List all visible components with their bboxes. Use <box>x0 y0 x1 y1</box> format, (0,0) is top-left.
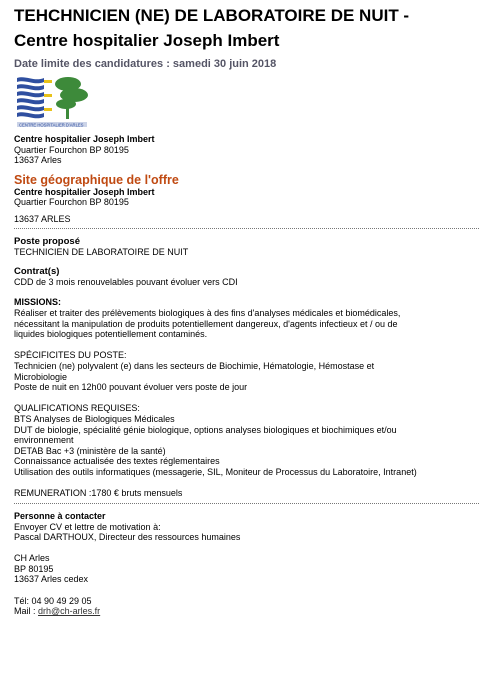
poste-label: Poste proposé <box>14 236 80 247</box>
hospital-logo <box>14 74 99 134</box>
mail-label: Mail : <box>14 606 39 617</box>
specificites-line: Technicien (ne) polyvalent (e) dans les secteurs de Biochimie, Hématologie, Hémostase et <box>14 361 375 372</box>
contact-address-2: BP 80195 <box>14 563 54 574</box>
missions-line: nécessitant la manipulation de produits potentiellement dangereux, d'agents infectieux et / ou de <box>14 318 398 329</box>
specificites-label: SPÉCIFICITES DU POSTE: <box>14 350 127 361</box>
specificites-line: Poste de nuit en 12h00 pouvant évoluer vers poste de jour <box>14 382 248 393</box>
missions-line: Réaliser et traiter des prélèvements biologiques à des fins d'analyses médicales et biomédicales, <box>14 308 401 319</box>
qualifications-line: environnement <box>14 435 74 446</box>
mail-link[interactable]: drh@ch-arles.fr <box>38 606 101 617</box>
job-title-line-1: TEHCHNICIEN (NE) DE LABORATOIRE DE NUIT - <box>14 6 410 25</box>
contact-address-1: CH Arles <box>14 553 50 564</box>
site-address-2: 13637 ARLES <box>14 213 71 224</box>
employer-name: Centre hospitalier Joseph Imbert <box>14 134 155 144</box>
employer-address-2: 13637 Arles <box>14 155 62 165</box>
missions-label: MISSIONS: <box>14 297 62 308</box>
missions-line: liquides biologiques potentiellement contaminés. <box>14 329 208 340</box>
contrat-label: Contrat(s) <box>14 265 60 277</box>
logo-caption: CENTRE HOSPITALIER D'ARLES <box>19 122 84 128</box>
qualifications-label: QUALIFICATIONS REQUISES: <box>14 403 140 414</box>
remuneration: REMUNERATION :1780 € bruts mensuels <box>14 488 183 498</box>
qualifications-line: BTS Analyses de Biologiques Médicales <box>14 413 175 424</box>
separator <box>14 503 479 504</box>
qualifications-line: DETAB Bac +3 (ministère de la santé) <box>14 445 166 456</box>
separator <box>14 228 479 229</box>
qualifications-line: DUT de biologie, spécialité génie biologique, options analyses biologiques et biochimiques et/ou <box>14 424 397 435</box>
site-heading: Site géographique de l'offre <box>14 172 179 187</box>
contact-instructions: Envoyer CV et lettre de motivation à: <box>14 521 161 532</box>
contact-label: Personne à contacter <box>14 510 106 521</box>
contrat-value: CDD de 3 mois renouvelables pouvant évoluer vers CDI <box>14 276 238 287</box>
site-name: Centre hospitalier Joseph Imbert <box>14 186 155 197</box>
contact-address-3: 13637 Arles cedex <box>14 574 89 585</box>
qualifications-line: Connaissance actualisée des textes réglementaires <box>14 456 220 467</box>
contact-mail-row <box>14 606 479 617</box>
contact-person: Pascal DARTHOUX, Directeur des ressources humaines <box>14 532 241 543</box>
site-address-1: Quartier Fourchon BP 80195 <box>14 197 129 207</box>
qualifications-line: Utilisation des outils informatiques (messagerie, SIL, Moniteur de Processus du Laboratoire, Intranet) <box>14 466 417 477</box>
application-deadline: Date limite des candidatures : samedi 30 juin 2018 <box>14 58 277 70</box>
specificites-line: Microbiologie <box>14 371 68 382</box>
poste-value: TECHNICIEN DE LABORATOIRE DE NUIT <box>14 247 189 257</box>
job-title-line-2: Centre hospitalier Joseph Imbert <box>14 31 280 50</box>
contact-phone: Tél: 04 90 49 29 05 <box>14 595 92 606</box>
employer-address-1: Quartier Fourchon BP 80195 <box>14 144 129 155</box>
